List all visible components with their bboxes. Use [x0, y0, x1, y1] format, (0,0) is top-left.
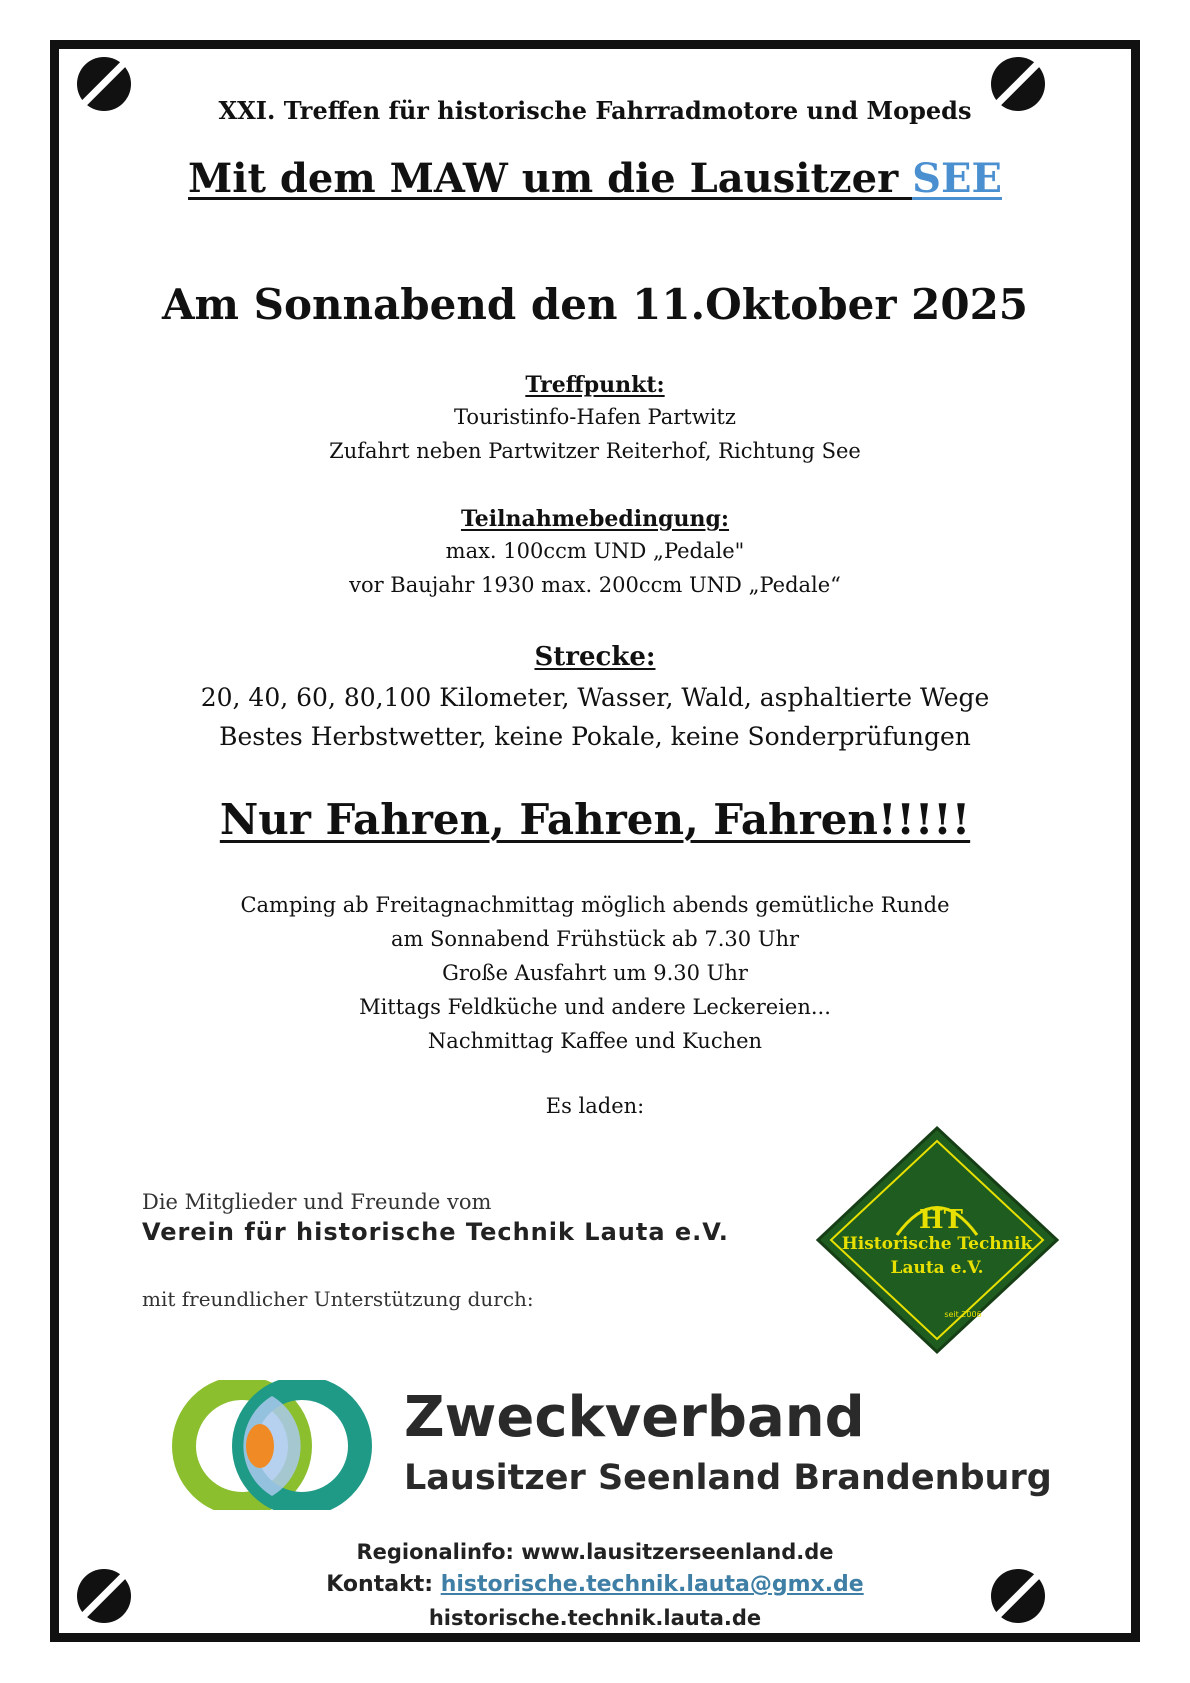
members-text: Die Mitglieder und Freunde vom [142, 1190, 492, 1214]
sponsor-logo-icon [170, 1380, 380, 1510]
schedule-line: am Sonnabend Frühstück ab 7.30 Uhr [390, 927, 800, 951]
route-heading: Strecke: [534, 642, 656, 672]
event-date: Am Sonnabend den 11.Oktober 2025 [161, 280, 1029, 329]
website-link[interactable]: historische.technik.lauta.de [428, 1606, 762, 1630]
club-logo [815, 1125, 1060, 1355]
meeting-point-line: Touristinfo-Hafen Partwitz [454, 405, 736, 429]
support-text: mit freundlicher Unterstützung durch: [142, 1287, 534, 1311]
meeting-point-line: Zufahrt neben Partwitzer Reiterhof, Richtung See [329, 439, 861, 463]
schedule-line: Nachmittag Kaffee und Kuchen [427, 1029, 763, 1053]
club-logo-line2: Lauta e.V. [890, 1258, 984, 1278]
event-number: XXI. Treffen für historische Fahrradmotore und Mopeds [218, 96, 972, 125]
route-line: 20, 40, 60, 80,100 Kilometer, Wasser, Wald, asphaltierte Wege [200, 683, 990, 712]
poster-title [50, 155, 1140, 202]
club-logo-since: seit 2006 [944, 1310, 982, 1319]
schedule-line: Große Ausfahrt um 9.30 Uhr [442, 961, 748, 985]
slogan: Nur Fahren, Fahren, Fahren!!!!! [219, 795, 971, 844]
regional-label: Regionalinfo: [356, 1540, 514, 1564]
regional-url[interactable]: www.lausitzerseenland.de [521, 1540, 834, 1564]
contact-label: Kontakt: [326, 1572, 434, 1597]
title-main: Mit dem MAW um die Lausitzer [188, 155, 913, 202]
title-highlight: SEE [912, 155, 1002, 202]
svg-text:HT: HT [919, 1205, 963, 1235]
sponsor-subtitle: Lausitzer Seenland Brandenburg [404, 1458, 1052, 1498]
invite-text: Es laden: [545, 1094, 645, 1118]
contact-email-link[interactable]: historische.technik.lauta@gmx.de [440, 1572, 864, 1597]
route-line: Bestes Herbstwetter, keine Pokale, keine Sonderprüfungen [219, 722, 971, 751]
meeting-point [50, 372, 1140, 468]
club-name: Verein für historische Technik Lauta e.V. [142, 1218, 729, 1246]
schedule-line: Camping ab Freitagnachmittag möglich abends gemütliche Runde [240, 893, 950, 917]
conditions [50, 506, 1140, 602]
regional-info [50, 1540, 1140, 1564]
sponsor-name: Zweckverband [404, 1385, 865, 1450]
club-logo-line1: Historische Technik [841, 1234, 1033, 1254]
route [50, 642, 1140, 756]
conditions-line: vor Baujahr 1930 max. 200ccm UND „Pedale“ [349, 573, 841, 597]
schedule-line: Mittags Feldküche und andere Leckereien... [359, 995, 831, 1019]
conditions-line: max. 100ccm UND „Pedale" [445, 539, 745, 563]
meeting-point-heading: Treffpunkt: [525, 372, 665, 398]
contact-info [50, 1572, 1140, 1597]
schedule [50, 888, 1140, 1058]
conditions-heading: Teilnahmebedingung: [460, 506, 730, 532]
